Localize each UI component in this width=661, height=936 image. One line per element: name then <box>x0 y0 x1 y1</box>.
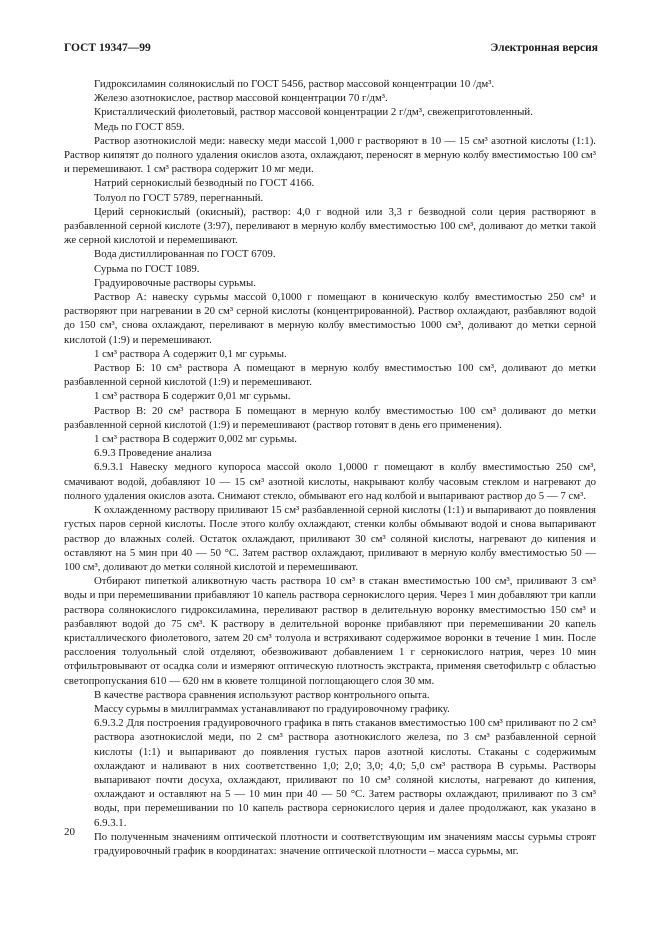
paragraph-sodium-sulfate: Натрий сернокислый безводный по ГОСТ 4166. <box>94 177 315 190</box>
paragraph-copper: Медь по ГОСТ 859. <box>94 120 185 133</box>
page-number: 20 <box>64 826 75 838</box>
paragraph-antimony-mass: Массу сурьмы в миллиграммах устанавливают по градуировочному графику. <box>94 702 450 715</box>
paragraph-antimony: Сурьма по ГОСТ 1089. <box>94 262 200 275</box>
paragraph-calibration-solutions: Градуировочные растворы сурьмы. <box>94 276 256 289</box>
section-heading-analysis: 6.9.3 Проведение анализа <box>94 447 212 460</box>
paragraph-solution-b-content: 1 см³ раствора Б содержит 0,01 мг сурьмы. <box>94 390 291 403</box>
paragraph-solution-b: Раствор Б: 10 см³ раствора А помещают в мерную колбу вместимостью 100 см³, доливают до метки разбавленной серной кислотой (1:9) и перемешивают. <box>64 362 596 389</box>
paragraph-aliquot: Отбирают пипеткой аликвотную часть раствора 10 см³ в стакан вместимостью 100 см³, приливают 3 см³ воды и при перемешивании прибавляют 10 капель раствора сернокислого церия. Через 1 мин добавляют три капли раствора солянокислого гидроксиламина, переливают раствор в делительную воронку вместимостью 150 см³ и разбавляют водой до 75 см³. К раствору в делительной воронке прибавляют при перемешивании 20 капель кристаллического фиолетового, затем 20 см³ толуола и встряхивают содержимое воронки в течение 1 мин. После расслоения толуольный слой отделяют, обезвоживают добавлением 1 г сернокислого натрия, через 10 мин отфильтровывают от осадка соли и измеряют оптическую плотность экстракта, применяя светофильтр с областью светопропускания 610 — 620 нм в кювете толщиной поглощающего слоя 30 мм. <box>64 575 596 687</box>
paragraph-solution-a-content: 1 см³ раствора А содержит 0,1 мг сурьмы. <box>94 347 287 360</box>
paragraph-6-9-3-1: 6.9.3.1 Навеску медного купороса массой около 1,0000 г помещают в колбу вместимостью 250 см³, смачивают водой, добавляют 10 — 15 см³ азотной кислоты, накрывают колбу часовым стеклом и нагревают до полного удаления окислов азота. Снимают стекло, обмывают его над колбой и выпаривают раствор до 5 — 7 см³. <box>64 461 596 502</box>
document-body <box>64 77 596 858</box>
paragraph-solution-v: Раствор В: 20 см³ раствора Б помещают в мерную колбу вместимостью 100 см³ доливают до метки разбавленной серной кислотой (1:9) и перемешивают (раствор готовят в день его применения). <box>64 404 596 431</box>
paragraph-solution-v-content: 1 см³ раствора В содержит 0,002 мг сурьмы. <box>94 433 297 446</box>
paragraph-hydroxylamine: Гидроксиламин солянокислый по ГОСТ 5456, раствор массовой концентрации 10 /дм³. <box>94 78 495 90</box>
page-header <box>64 42 598 58</box>
paragraph-copper-nitrate-solution: Раствор азотнокислой меди: навеску меди массой 1,000 г растворяют в 10 — 15 см³ азотной кислоты (1:1). Раствор кипятят до полного удаления окислов азота, охлаждают, переносят в мерную колбу вместимостью 100 см³ и перемешивают. 1 см³ раствора содержит 10 мг меди. <box>64 134 596 176</box>
paragraph-reference-solution: В качестве раствора сравнения используют раствор контрольного опыта. <box>94 688 430 701</box>
paragraph-solution-a: Раствор А: навеску сурьмы массой 0,1000 г помещают в коническую колбу вместимостью 250 см³ и растворяют при нагревании в 20 см³ серной кислоты (концентрированной). Раствор охлаждают, разбавляют водой до 150 см³, снова охлаждают, переливают в мерную колбу вместимостью 1000 см³, доливают до метки серной кислотой (1:9) и перемешивают. <box>64 291 596 346</box>
edition-label: Электронная версия <box>490 42 598 54</box>
paragraph-toluene: Толуол по ГОСТ 5789, перегнанный. <box>94 191 264 204</box>
paragraph-iron-nitrate: Железо азотнокислое, раствор массовой концентрации 70 г/дм³. <box>94 92 388 105</box>
paragraph-crystal-violet: Кристаллический фиолетовый, раствор массовой концентрации 2 г/дм³, свежеприготовленный. <box>94 106 533 119</box>
paragraph-calibration-graph: По полученным значениям оптической плотности и соответствующим им значениям массы сурьмы строят градуировочный график в координатах: значение оптической плотности – масса сурьмы, мг. <box>94 830 596 857</box>
paragraph-cerium-sulfate: Церий сернокислый (окисный), раствор: 4,0 г водной или 3,3 г безводной соли церия растворяют в разбавленной серной кислоте (3:97), переливают в мерную колбу вместимостью 100 см³, доливают до метки такой же серной кислотой и перемешивают. <box>64 205 596 247</box>
paragraph-cooled-solution: К охлажденному раствору приливают 15 см³ разбавленной серной кислоты (1:1) и выпаривают до появления густых паров серной кислоты. После этого колбу охлаждают, стенки колбы обмывают водой и снова выпаривают раствор до влажных солей. Остаток охлаждают, приливают 30 см³ соляной кислоты, нагревают до кипения и оставляют на 5 мин при 40 — 50 °С. Затем раствор охлаждают, приливают в мерную колбу вместимостью 50 — 100 см³, доливают до метки соляной кислотой и перемешивают. <box>64 504 596 573</box>
paragraph-6-9-3-2: 6.9.3.2 Для построения градуировочного графика в пять стаканов вместимостью 100 см³ приливают по 2 см³ раствора азотнокислой меди, по 2 см³ раствора азотнокислого железа, по 3 см³ разбавленной серной кислоты (1:1) и выпаривают до появления густых паров азотной кислоты. Стаканы с содержимым охлаждают и наливают в них соответственно 1,0; 2,0; 3,0; 4,0; 5,0 см³ раствора В сурьмы. Растворы выпаривают почти досуха, охлаждают, приливают по 10 см³ соляной кислоты, нагревают до кипения, охлаждают и оставляют на 5 — 10 мин при 40 — 50 °С. Затем растворы охлаждают, приливают по 3 см³ воды, при перемешивании по 10 капель раствора сернокислого церия и далее продолжают, как указано в 6.9.3.1. <box>94 717 596 829</box>
document-code: ГОСТ 19347—99 <box>64 42 151 54</box>
paragraph-distilled-water: Вода дистиллированная по ГОСТ 6709. <box>94 248 276 261</box>
